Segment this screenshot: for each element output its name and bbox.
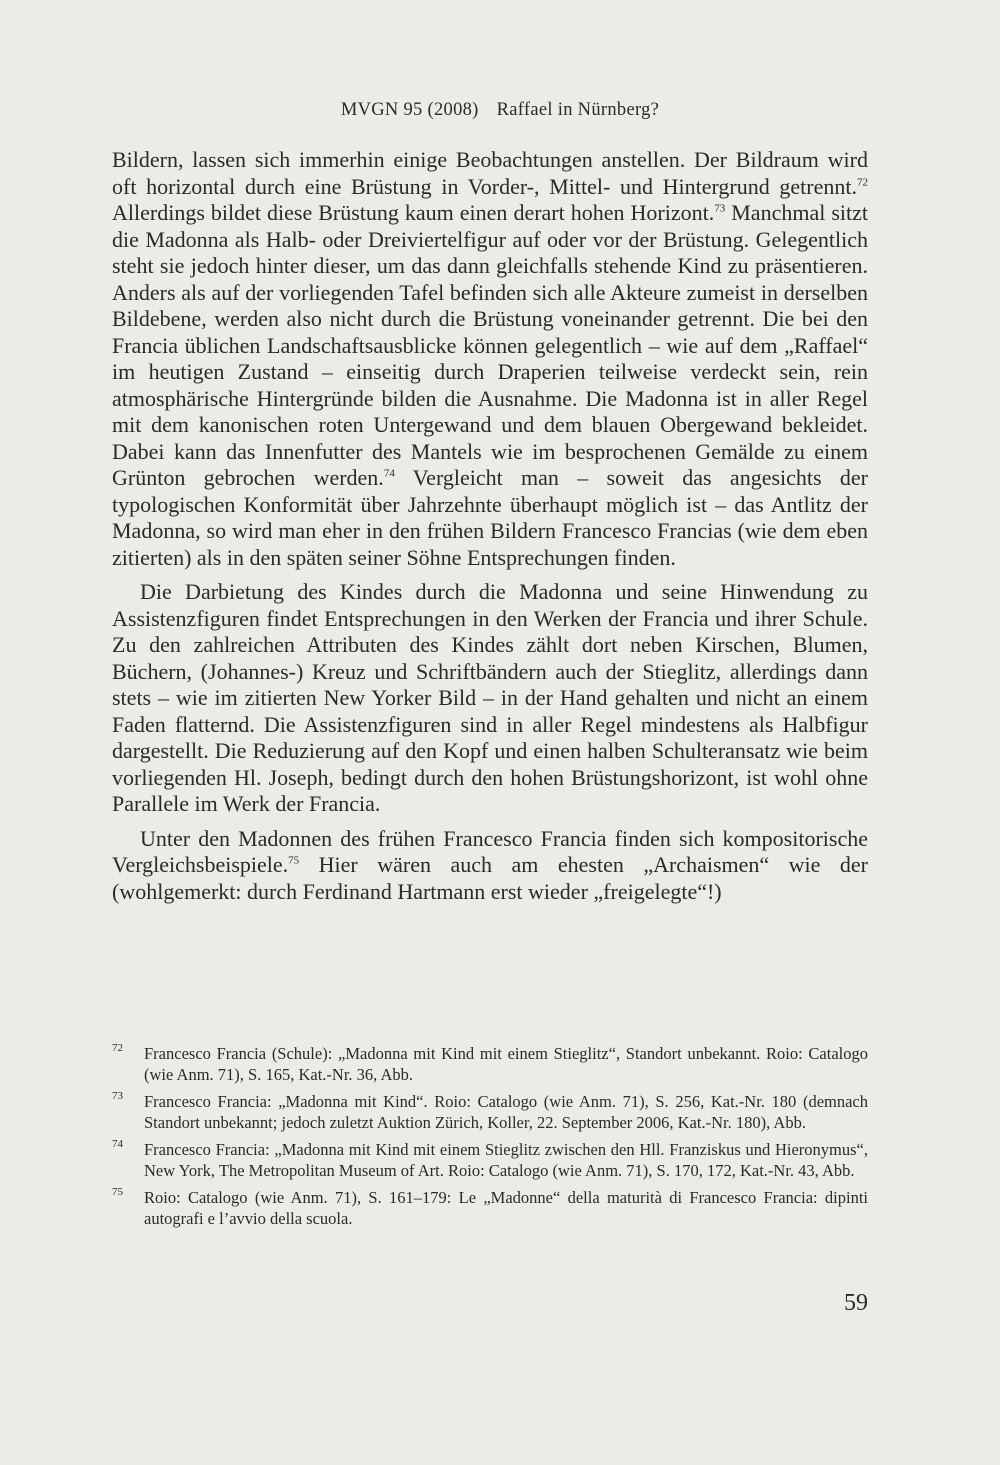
footnote-text: Francesco Francia: „Madonna mit Kind“. Roio: Catalogo (wie Anm. 71), S. 256, Kat.-Nr. 180 (demnach Standort unbekannt; jedoch zuletzt Auktion Zürich, Koller, 22. September 2006, Kat.-Nr. 180), Abb. xyxy=(144,1092,868,1132)
text-segment: Hier wären auch am ehesten „Archaismen“ wie der (wohlgemerkt: durch Ferdinand Hartmann erst wieder „freigelegte“!) xyxy=(112,852,868,904)
running-header xyxy=(0,100,1000,121)
footnote xyxy=(112,1043,868,1085)
text-segment: Unter den Madonnen des frühen Francesco Francia finden sich kompositorische Vergleichsbeispiele. xyxy=(112,825,868,877)
footnote-text: Francesco Francia (Schule): „Madonna mit Kind mit einem Stieglitz“, Standort unbekannt. Roio: Catalogo (wie Anm. 71), S. 165, Kat.-Nr. 36, Abb. xyxy=(144,1044,868,1084)
footnote-reference: 72 xyxy=(857,176,868,189)
body-text xyxy=(112,147,868,905)
footnote-number: 74 xyxy=(112,1138,123,1150)
body-paragraph xyxy=(112,579,868,818)
footnote xyxy=(112,1091,868,1133)
text-segment: Vergleicht man – soweit das angesichts der typologischen Konformität über Jahrzehnte überhaupt möglich ist – das Antlitz der Madonna, so wird man eher in den frühen Bildern Francesco Francias (wie dem eben zitierten) als in den späten seiner Söhne Entsprechungen finden. xyxy=(112,465,868,570)
text-segment: Manchmal sitzt die Madonna als Halb- oder Dreiviertelfigur auf oder vor der Brüstung. Gelegentlich steht sie jedoch hinter dieser, um das dann gleichfalls stehende Kind zu präsentieren. Anders als auf der vorliegenden Tafel befinden sich alle Akteure zumeist in derselben Bildebene, werden also nicht durch die Brüstung voneinander getrennt. Die bei den Francia üblichen Landschaftsausblicke können gelegentlich – wie auf dem „Raffael“ im heutigen Zustand – einseitig durch Draperien teilweise verdeckt sein, rein atmosphärische Hintergründe bilden die Ausnahme. Die Madonna ist in aller Regel mit dem kanonischen roten Untergewand und dem blauen Obergewand bekleidet. Dabei kann das Innenfutter des Mantels wie im besprochenen Gemälde zu einem Grünton gebrochen werden. xyxy=(112,200,868,490)
footnote-reference: 74 xyxy=(383,467,395,480)
footnote-text: Francesco Francia: „Madonna mit Kind mit einem Stieglitz zwischen den Hll. Franziskus und Hieronymus“, New York, The Metropolitan Museum of Art. Roio: Catalogo (wie Anm. 71), S. 170, 172, Kat.-Nr. 43, Abb. xyxy=(144,1140,868,1180)
text-segment: Bildern, lassen sich immerhin einige Beobachtungen anstellen. Der Bildraum wird oft horizontal durch eine Brüstung in Vorder-, Mittel- und Hintergrund getrennt. xyxy=(112,147,868,199)
text-segment: Allerdings bildet diese Brüstung kaum einen derart hohen Horizont. xyxy=(112,200,715,225)
footnote xyxy=(112,1139,868,1181)
body-paragraph xyxy=(112,147,868,571)
text-segment: Die Darbietung des Kindes durch die Madonna und seine Hinwendung zu Assistenzfiguren findet Entsprechungen in den Werken der Francia und ihrer Schule. Zu den zahlreichen Attributen des Kindes zählt dort neben Kirschen, Blumen, Büchern, (Johannes-) Kreuz und Schriftbändern auch der Stieglitz, allerdings dann stets – wie im zitierten New Yorker Bild – in der Hand gehalten und nicht an einem Faden flatternd. Die Assistenzfiguren sind in aller Regel mindestens als Halbfigur dargestellt. Die Reduzierung auf den Kopf und einen halben Schulteransatz wie beim vorliegenden Hl. Joseph, bedingt durch den hohen Brüstungshorizont, ist wohl ohne Parallele im Werk der Francia. xyxy=(112,579,868,816)
footnote-number: 75 xyxy=(112,1186,123,1198)
footnote-number: 72 xyxy=(112,1042,123,1054)
footnote xyxy=(112,1187,868,1229)
footnote-reference: 75 xyxy=(288,854,300,867)
footnote-text: Roio: Catalogo (wie Anm. 71), S. 161–179: Le „Madonne“ della maturità di Francesco Francia: dipinti autografi e l’avvio della scuola. xyxy=(144,1188,868,1228)
footnotes-section xyxy=(112,1043,868,1235)
journal-reference: MVGN 95 (2008) xyxy=(340,100,479,120)
footnote-reference: 73 xyxy=(714,202,726,215)
article-title: Raffael in Nürnberg? xyxy=(496,100,660,120)
footnote-number: 73 xyxy=(112,1090,123,1102)
body-paragraph xyxy=(112,826,868,906)
page-number: 59 xyxy=(844,1290,868,1316)
